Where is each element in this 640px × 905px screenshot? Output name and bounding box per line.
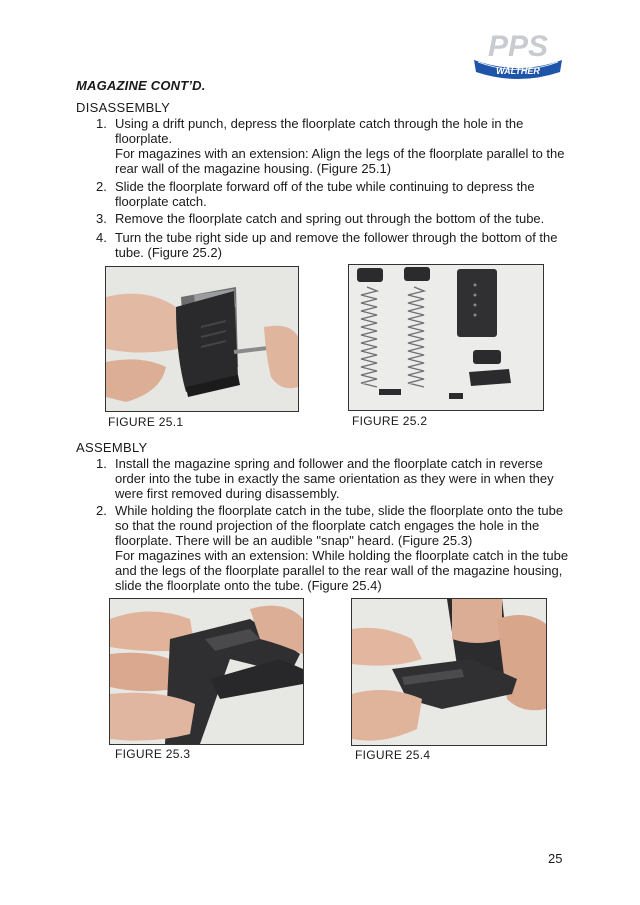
disassembly-step-4 (96, 230, 571, 260)
figure-25-2-caption: FIGURE 25.2 (352, 414, 428, 428)
step-number: 4. (96, 230, 107, 245)
step-text: Using a drift punch, depress the floorplate catch through the hole in the floorplate. (115, 116, 524, 146)
disassembly-step-2 (96, 179, 571, 209)
step-number: 2. (96, 503, 107, 518)
disassembly-step-3 (96, 211, 571, 226)
walther-pps-logo (466, 30, 570, 82)
figure-25-3-caption: FIGURE 25.3 (115, 747, 191, 761)
step-number: 2. (96, 179, 107, 194)
step-text: Turn the tube right side up and remove the follower through the bottom of the tube. (Figure 25.2) (115, 230, 558, 260)
step-text: While holding the floorplate catch in the tube, slide the floorplate onto the tube so that the round projection of the floorplate catch engages the hole in the floorplate. There will be an audible "snap" heard. (Figure 25.3) (115, 503, 564, 548)
step-number: 1. (96, 456, 107, 471)
logo-text: PPS (487, 30, 549, 63)
step-text: Slide the floorplate forward off of the tube while continuing to depress the floorplate catch. (115, 179, 535, 209)
step-note: For magazines with an extension: While holding the floorplate catch in the tube and the legs of the floorplate parallel to the rear wall of the magazine housing, slide the floorplate onto the tube. (Figure 25.4) (115, 548, 569, 593)
assembly-heading: ASSEMBLY (76, 440, 148, 455)
logo-badge-text: WALTHER (496, 66, 540, 76)
step-number: 3. (96, 211, 107, 226)
section-title: MAGAZINE CONT’D. (76, 78, 206, 93)
figure-25-1-photo (105, 266, 299, 412)
figure-25-3-photo (109, 598, 304, 745)
step-text: Remove the floorplate catch and spring out through the bottom of the tube. (115, 211, 545, 226)
step-text: Install the magazine spring and follower and the floorplate catch in reverse order into the tube in exactly the same orientation as they were in when they were first removed during disassembly. (115, 456, 554, 501)
disassembly-step-1 (96, 116, 571, 176)
disassembly-heading: DISASSEMBLY (76, 100, 171, 115)
step-note: For magazines with an extension: Align the legs of the floorplate parallel to the rear wall of the magazine housing. (Figure 25.1) (115, 146, 565, 176)
figure-25-4-caption: FIGURE 25.4 (355, 748, 431, 762)
figure-25-4-photo (351, 598, 547, 746)
figure-25-2-photo (348, 264, 544, 411)
assembly-step-1 (96, 456, 571, 501)
step-number: 1. (96, 116, 107, 131)
figure-25-1-caption: FIGURE 25.1 (108, 415, 184, 429)
page-number: 25 (548, 851, 563, 866)
assembly-step-2 (96, 503, 571, 593)
